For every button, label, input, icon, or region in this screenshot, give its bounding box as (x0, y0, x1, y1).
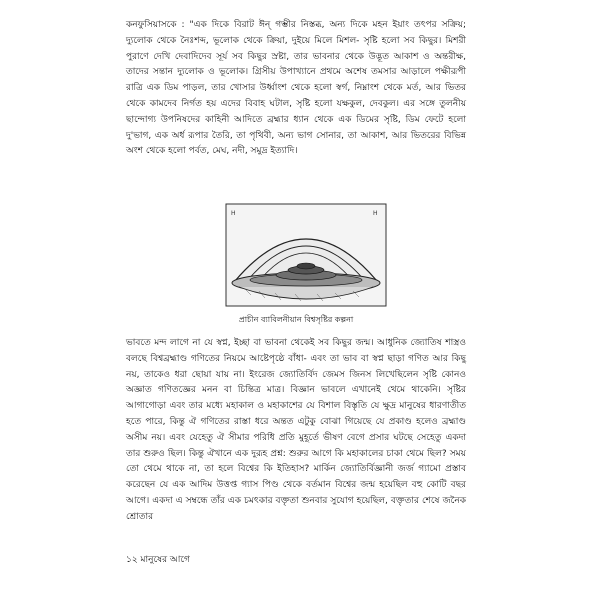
page-footer: ১২ মানুষের আগে (126, 555, 190, 565)
svg-text:H: H (373, 210, 378, 217)
cosmos-dome-drawing (225, 203, 387, 307)
babylonian-cosmos-illustration (225, 203, 387, 307)
paragraph-mathematics-universe: ভাবতে মন্দ লাগে না যে স্বপ্ন, ইচ্ছা বা ভাবনা থেকেই সব কিছুর জন্ম। আধুনিক জ্যোতিষ শাস্ত্রও বলছে বিশ্বব্রহ্মাণ্ড গণিতের নিয়মে আষ্টেপৃষ্ঠে বাঁধা- এবং তা ভাব বা স্বপ্ন ছাড়া গণিত আর কিছু নয়, তাকেও ধরা ছোয়া যায় না। ইংরেজ জ্যোতির্বিদ জেমস জিনস লিখেছিলেন সৃষ্টি কোনও অজ্ঞাত গণিতজ্ঞের মনন বা চিন্তিত্র মাত্র। বিজ্ঞান ভাবলে এখানেই থেমে থাকেনি। সৃষ্টির আগাগোড়া এবং তার মধ্যে মহাকাল ও মহাকাশের যে বিশাল বিস্তৃতি যে ক্ষুদ্র মানুষের ধারণাতীত হতে পারে, কিন্তু ঐ গণিতের রাস্তা ধরে অন্তত এটুকু বোঝা গিয়েছে যে প্রকাণ্ড হলেও ব্রহ্মাণ্ড অসীম নয়। এবং যেহেতু ঐ সীমার পরিধি প্রতি মুহূর্তে ভীষণ বেগে প্রসার ঘটছে সেহেতু একদা তার শুরুও ছিল। কিন্তু ঐখানে এক দুরূহ প্রশ্ন: শুরুর আগে কি মহাকালের চাকা থেমে ছিল? সময় তো থেমে থাকে না, তা হলে বিশ্বের কি ইতিহাস? মার্কিন জ্যোতির্বিজ্ঞানী জর্জ গ্যামো প্রস্তাব করেছেন যে এক আদিম উত্তপ্ত গ্যাস পিণ্ড থেকে বর্তমান বিশ্বের জন্ম হয়েছিল বহু কোটি বছর আগে। একদা এ সম্বন্ধে তাঁর এক চমৎকার বক্তৃতা শুনবার সুযোগ হয়েছিল, বক্তৃতার শেষে জনৈক শ্রোতার (126, 338, 466, 522)
svg-text:H: H (231, 210, 236, 217)
figure-caption: প্রাচীন ব্যাবিলনীয়ান বিশ্বসৃষ্টির কল্পনা (238, 315, 354, 324)
paragraph-creation-myths: কনফুসিয়াসকে : "এক দিকে বিরাট ঈন্ গম্ভীর নিস্তব্ধ, অন্য দিকে মহন ইয়াং তৎপর সক্রিয়; দ্যুলোক থেকে নৈঃশব্দ, ভূলোক থেকে ক্রিয়া, দুইয়ে মিলে মিশল- সৃষ্টি হলো সব কিছুর। মিশরী পুরাণে দেখি দেবাদিদেব সূর্য সব কিছুর স্রষ্টা, তার ভাবনার থেকে উদ্ভূত আকাশ ও অন্তরীক্ষ, তাদের সন্তান দ্যুলোক ও ভূলোক। গ্রিসীয় উপাখ্যানে প্রথমে অশেষ তমসার আড়ালে পক্ষীরূপী রাত্রি এক ডিম পাড়ল, তার খোসার উর্ধ্বাংশ থেকে হলো স্বর্গ, নিম্নাংশ থেকে মর্ত, আর ভিতর থেকে কামদেব নির্গত হয় এদের বিবাহ ঘটাল, সৃষ্টি হলো যক্ষকুল, দেবকুল। এর সঙ্গে তুলনীয় ছান্দোগ্য উপনিষদের কাহিনী আদিতে ব্রহ্মার ধ্যান থেকে এক ডিমের সৃষ্টি, ডিম ফেটে হলো দু'ভাগ, এক অর্ধ রূপার তৈরি, তা পৃথিবী, অন্য ভাগ সোনার, তা আকাশ, আর ভিতরের বিভিন্ন অংশ থেকে হলো পর্বত, মেঘ, নদী, সমুদ্র ইত্যাদি। (126, 20, 466, 157)
